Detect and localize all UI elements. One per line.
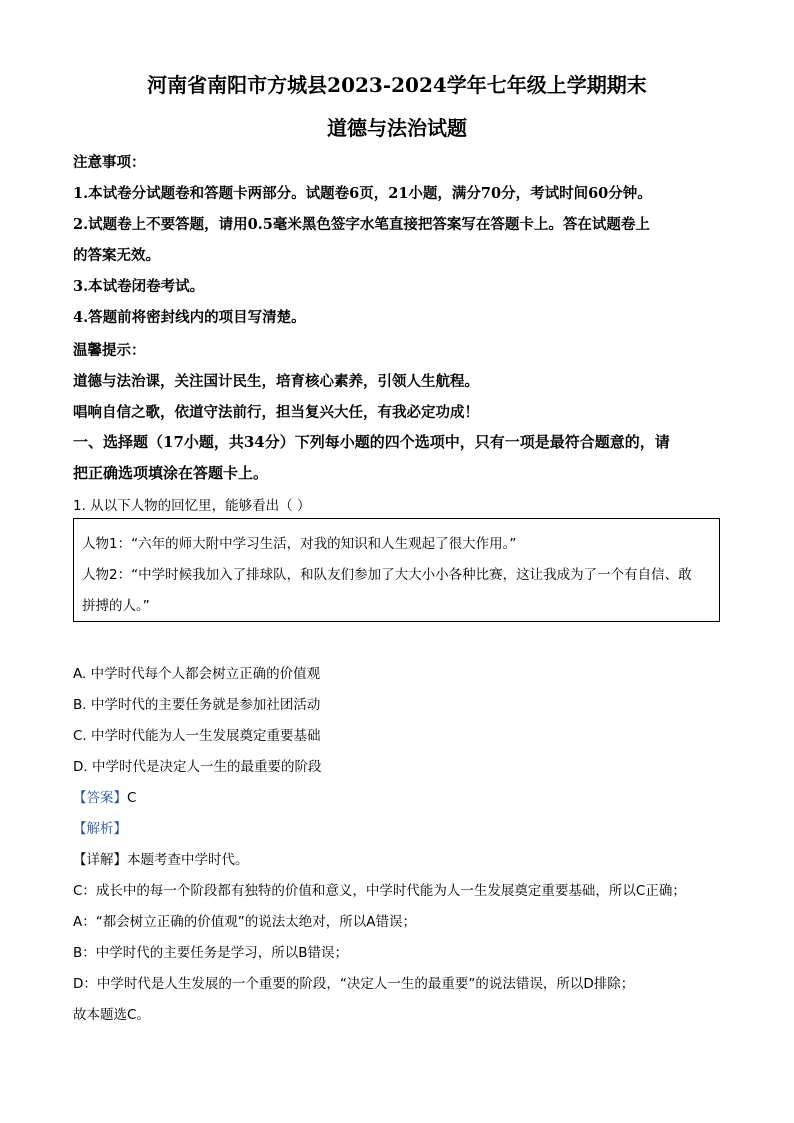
tips-line: 道德与法治课，关注国计民生，培育核心素养，引领人生航程。 [73, 373, 479, 390]
question-stem: 1. 从以下人物的回忆里，能够看出（ ） [73, 498, 311, 514]
explanation-line: A：“都会树立正确的价值观”的说法太绝对，所以A错误； [73, 914, 416, 930]
section-instruction: 把正确选项填涂在答题卡上。 [73, 464, 269, 482]
answer-line [73, 786, 136, 806]
option-b: B. 中学时代的主要任务就是参加社团活动 [73, 697, 321, 713]
material-line: 人物1：“六年的师大附中学习生活，对我的知识和人生观起了很大作用。” [82, 536, 517, 552]
explanation-line: D：中学时代是人生发展的一个重要的阶段，“决定人一生的最重要”的说法错误，所以D排除； [73, 976, 635, 992]
section-instruction: 一、选择题（17小题，共34分）下列每小题的四个选项中，只有一项是最符合题意的，请 [73, 433, 670, 451]
exam-title: 河南省南阳市方城县2023-2024学年七年级上学期期末 [147, 73, 647, 97]
explanation-line: B：中学时代的主要任务是学习，所以B错误； [73, 945, 349, 961]
explanation-line: 故本题选C。 [73, 1007, 150, 1023]
material-box [73, 518, 720, 622]
tips-heading: 温馨提示： [73, 342, 146, 359]
material-line: 拼搏的人。” [82, 598, 150, 614]
analysis-line [73, 817, 127, 837]
answer-value: C [127, 790, 137, 806]
analysis-tag: 【解析】 [73, 821, 127, 837]
detail-line [73, 848, 249, 868]
option-c: C. 中学时代能为人一生发展奠定重要基础 [73, 728, 321, 744]
notice-item: 的答案无效。 [73, 247, 160, 264]
answer-tag: 【答案】 [73, 790, 127, 806]
material-line: 人物2：“中学时候我加入了排球队，和队友们参加了大大小小各种比赛，这让我成为了一个有自信、敢 [82, 567, 692, 583]
notice-item: 2.试题卷上不要答题，请用0.5毫米黑色签字水笔直接把答案写在答题卡上。答在试题卷上 [73, 216, 650, 233]
exam-subtitle: 道德与法治试题 [327, 116, 467, 140]
tips-line: 唱响自信之歌，依道守法前行，担当复兴大任，有我必定功成！ [73, 404, 479, 421]
option-d: D. 中学时代是决定人一生的最重要的阶段 [73, 759, 322, 775]
detail-text: 本题考查中学时代。 [127, 852, 249, 868]
notice-item: 3.本试卷闭卷考试。 [73, 278, 205, 295]
option-a: A. 中学时代每个人都会树立正确的价值观 [73, 666, 321, 682]
explanation-line: C：成长中的每一个阶段都有独特的价值和意义，中学时代能为人一生发展奠定重要基础，所以C正确； [73, 883, 686, 899]
notice-heading: 注意事项： [73, 154, 146, 171]
notice-item: 4.答题前将密封线内的项目写清楚。 [73, 309, 306, 326]
detail-tag: 【详解】 [73, 852, 127, 868]
notice-item: 1.本试卷分试题卷和答题卡两部分。试题卷6页，21小题，满分70分，考试时间60分钟。 [73, 185, 652, 202]
